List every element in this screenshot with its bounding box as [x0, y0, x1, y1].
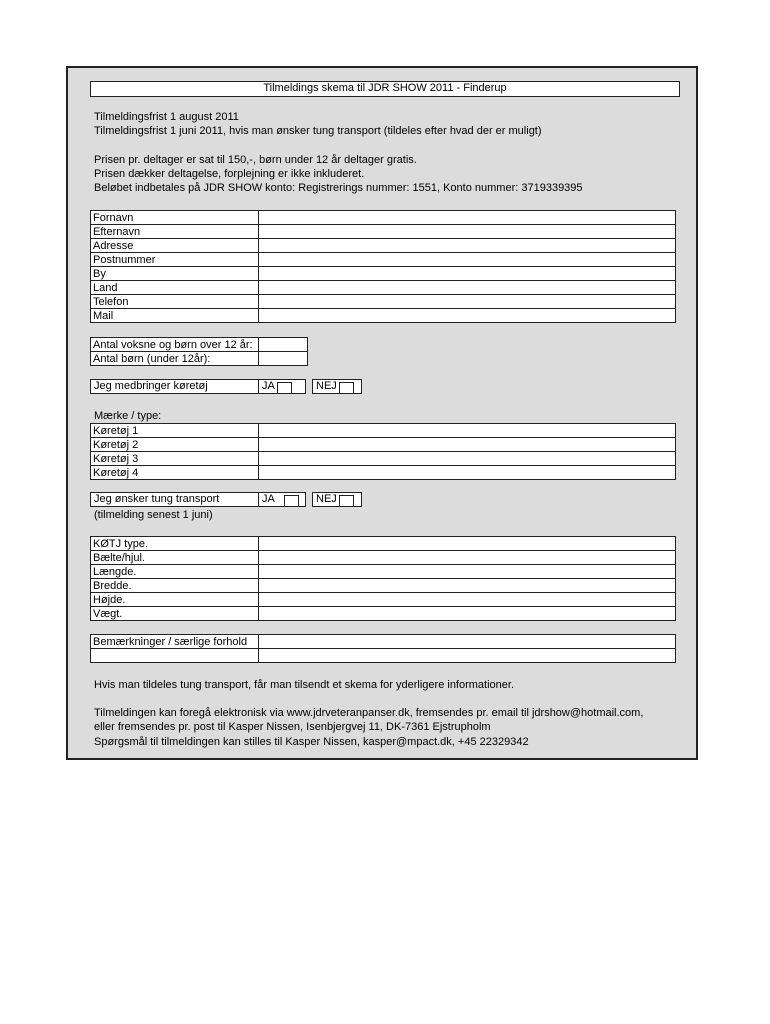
vehicle-no-label: NEJ	[316, 380, 337, 392]
table-row	[91, 579, 676, 593]
vehicle-table	[90, 423, 676, 480]
field-label-laengde: Længde.	[91, 565, 259, 579]
footer-text-2: Tilmeldingen kan foregå elektronisk via www.jdrveteranpanser.dk, fremsendes pr. email til jdrshow@hotmail.com,	[94, 707, 644, 719]
fornavn-field[interactable]	[259, 211, 676, 225]
table-row	[91, 593, 676, 607]
transport-no-checkbox[interactable]	[339, 495, 354, 507]
participant-count-table	[90, 337, 308, 366]
table-row	[91, 424, 676, 438]
remarks-field-2[interactable]	[259, 649, 676, 663]
transport-yes-cell	[258, 492, 306, 507]
vehicle-4-field[interactable]	[259, 466, 676, 480]
transport-no-cell	[312, 492, 362, 507]
footer-text-4: Spørgsmål til tilmeldingen kan stilles til Kasper Nissen, kasper@mpact.dk, +45 22329342	[94, 736, 529, 748]
vehicle-heading: Mærke / type:	[94, 410, 162, 422]
table-row	[91, 649, 676, 663]
price-text-2: Prisen dækker deltagelse, forplejning er ikke inkluderet.	[94, 168, 365, 180]
table-row	[91, 352, 308, 366]
personal-info-table	[90, 210, 676, 323]
transport-yes-checkbox[interactable]	[284, 495, 299, 507]
price-text-3: Beløbet indbetales på JDR SHOW konto: Registrerings nummer: 1551, Konto nummer: 3719339395	[94, 182, 583, 194]
field-label-hojde: Højde.	[91, 593, 259, 607]
adresse-field[interactable]	[259, 239, 676, 253]
efternavn-field[interactable]	[259, 225, 676, 239]
table-row	[91, 281, 676, 295]
footer-text-1: Hvis man tildeles tung transport, får man tilsendt et skema for yderligere informationer.	[94, 679, 515, 691]
table-row	[91, 267, 676, 281]
telefon-field[interactable]	[259, 295, 676, 309]
table-row	[91, 537, 676, 551]
price-text-1: Prisen pr. deltager er sat til 150,-, børn under 12 år deltager gratis.	[94, 154, 417, 166]
transport-yes-label: JA	[262, 493, 275, 505]
vehicle-2-field[interactable]	[259, 438, 676, 452]
table-row	[91, 452, 676, 466]
remarks-table	[90, 634, 676, 663]
hojde-field[interactable]	[259, 593, 676, 607]
field-label-children: Antal børn (under 12år):	[91, 352, 259, 366]
laengde-field[interactable]	[259, 565, 676, 579]
vehicle-yes-label: JA	[262, 380, 275, 392]
table-row	[91, 565, 676, 579]
vehicle-1-field[interactable]	[259, 424, 676, 438]
field-label-vehicle-1: Køretøj 1	[91, 424, 259, 438]
vehicle-no-cell	[312, 379, 362, 394]
transport-question-label: Jeg ønsker tung transport	[90, 492, 259, 507]
field-label-adresse: Adresse	[91, 239, 259, 253]
field-label-baelte-hjul: Bælte/hjul.	[91, 551, 259, 565]
mail-field[interactable]	[259, 309, 676, 323]
field-label-bredde: Bredde.	[91, 579, 259, 593]
field-label-by: By	[91, 267, 259, 281]
field-label-mail: Mail	[91, 309, 259, 323]
table-row	[91, 466, 676, 480]
transport-no-label: NEJ	[316, 493, 337, 505]
table-row	[91, 438, 676, 452]
table-row	[91, 338, 308, 352]
table-row	[91, 225, 676, 239]
postnummer-field[interactable]	[259, 253, 676, 267]
deadline-text-2: Tilmeldingsfrist 1 juni 2011, hvis man ønsker tung transport (tildeles efter hvad der er muligt)	[94, 125, 542, 137]
field-label-remarks: Bemærkninger / særlige forhold	[91, 635, 259, 649]
table-row	[91, 635, 676, 649]
deadline-text-1: Tilmeldingsfrist 1 august 2011	[94, 111, 239, 123]
vaegt-field[interactable]	[259, 607, 676, 621]
adults-count-field[interactable]	[259, 338, 308, 352]
table-row	[91, 551, 676, 565]
kotj-type-field[interactable]	[259, 537, 676, 551]
registration-form	[66, 66, 698, 760]
vehicle-no-checkbox[interactable]	[339, 382, 354, 394]
table-row	[91, 309, 676, 323]
field-label-efternavn: Efternavn	[91, 225, 259, 239]
field-label-land: Land	[91, 281, 259, 295]
table-row	[91, 211, 676, 225]
field-label-vehicle-4: Køretøj 4	[91, 466, 259, 480]
field-label-telefon: Telefon	[91, 295, 259, 309]
footer-text-3: eller fremsendes pr. post til Kasper Nissen, Isenbjergvej 11, DK-7361 Ejstrupholm	[94, 721, 491, 733]
land-field[interactable]	[259, 281, 676, 295]
field-label-vehicle-2: Køretøj 2	[91, 438, 259, 452]
table-row	[91, 607, 676, 621]
remarks-field-1[interactable]	[259, 635, 676, 649]
remarks-extra-cell[interactable]	[91, 649, 259, 663]
transport-note: (tilmelding senest 1 juni)	[94, 509, 213, 521]
by-field[interactable]	[259, 267, 676, 281]
vehicle-yes-checkbox[interactable]	[277, 382, 292, 394]
transport-question	[90, 492, 362, 508]
field-label-vehicle-3: Køretøj 3	[91, 452, 259, 466]
field-label-adults: Antal voksne og børn over 12 år:	[91, 338, 259, 352]
field-label-vaegt: Vægt.	[91, 607, 259, 621]
table-row	[91, 295, 676, 309]
vehicle-question	[90, 379, 362, 395]
field-label-kotj-type: KØTJ type.	[91, 537, 259, 551]
table-row	[91, 253, 676, 267]
form-title: Tilmeldings skema til JDR SHOW 2011 - Finderup	[90, 81, 680, 97]
field-label-postnummer: Postnummer	[91, 253, 259, 267]
table-row	[91, 239, 676, 253]
children-count-field[interactable]	[259, 352, 308, 366]
vehicle-yes-cell	[258, 379, 306, 394]
field-label-fornavn: Fornavn	[91, 211, 259, 225]
bredde-field[interactable]	[259, 579, 676, 593]
vehicle-question-label: Jeg medbringer køretøj	[90, 379, 259, 394]
baelte-hjul-field[interactable]	[259, 551, 676, 565]
vehicle-3-field[interactable]	[259, 452, 676, 466]
transport-table	[90, 536, 676, 621]
